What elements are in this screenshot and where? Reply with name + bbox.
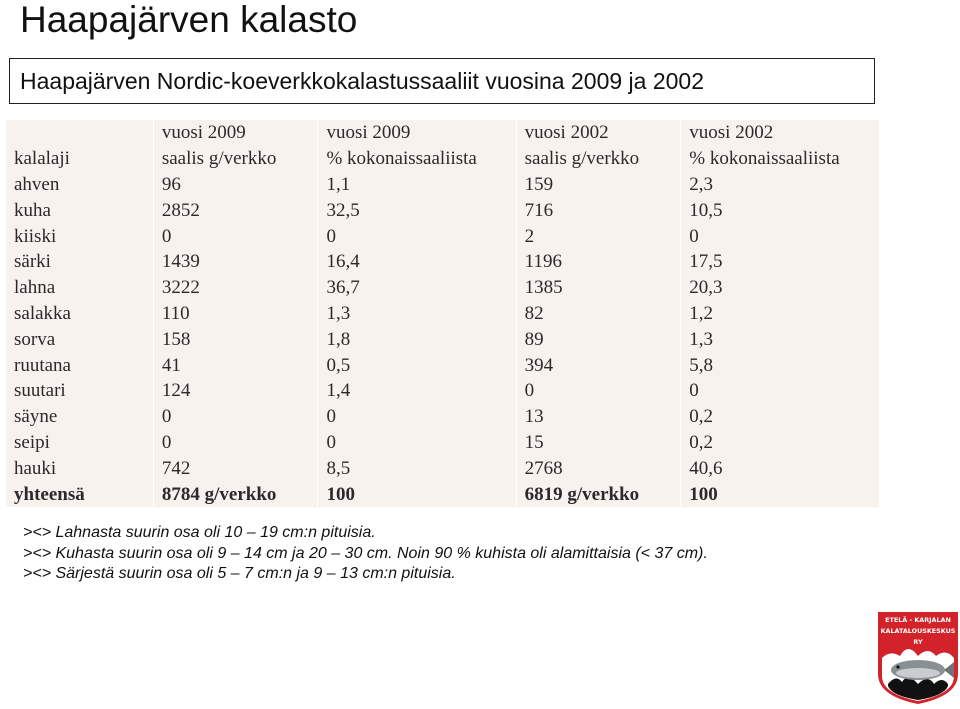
table-header-columns (6, 146, 879, 172)
table-cell: 1196 (516, 249, 681, 275)
table-cell: kuha (6, 197, 153, 223)
table-cell: lahna (6, 275, 153, 301)
table-cell: vuosi 2002 (516, 120, 681, 146)
table-cell: yhteensä (6, 481, 153, 507)
note-line: ><> Särjestä suurin osa oli 5 – 7 cm:n ja 9 – 13 cm:n pituisia. (23, 565, 456, 582)
table-cell: 32,5 (318, 197, 516, 223)
table-cell: sorva (6, 326, 153, 352)
table-cell: 2 (516, 223, 681, 249)
table-row (6, 249, 879, 275)
table-cell: ruutana (6, 352, 153, 378)
table-cell: 716 (516, 197, 681, 223)
table-cell: 13 (516, 404, 681, 430)
table-cell: saalis g/verkko (516, 146, 681, 172)
notes (23, 523, 708, 585)
table-cell (6, 120, 153, 146)
table-cell: 742 (153, 455, 318, 481)
table-cell: 0 (318, 430, 516, 456)
table-cell: 82 (516, 301, 681, 327)
table-cell: salakka (6, 301, 153, 327)
table-cell: 15 (516, 430, 681, 456)
table-cell: 2852 (153, 197, 318, 223)
table-cell: 10,5 (689, 199, 723, 221)
catch-table (6, 120, 879, 507)
table-cell: hauki (6, 455, 153, 481)
table-cell: saalis g/verkko (153, 146, 318, 172)
table-cell: kiiski (6, 223, 153, 249)
table-cell: 8,5 (318, 455, 516, 481)
logo-text: ETELÄ - KARJALAN KALATALOUSKESKUS RY (880, 616, 956, 646)
table-cell: vuosi 2002 (689, 122, 774, 144)
table-cell: 0 (153, 223, 318, 249)
table-cell: seipi (6, 430, 153, 456)
catch-table-scan (6, 120, 879, 507)
table-cell: 20,3 (689, 277, 723, 299)
table-cell: 1,1 (318, 172, 516, 198)
table-cell: 124 (153, 378, 318, 404)
table-cell: 158 (153, 326, 318, 352)
table-cell: 0 (318, 223, 516, 249)
table-cell: 0 (516, 378, 681, 404)
table-cell: 0 (689, 380, 699, 402)
table-cell: 36,7 (318, 275, 516, 301)
page-title: Haapajärven kalasto (20, 0, 358, 40)
table-row (6, 326, 879, 352)
organization-logo (878, 612, 958, 704)
table-row (6, 378, 879, 404)
table-cell: 0,2 (689, 406, 714, 428)
table-row (6, 352, 879, 378)
table-cell: särki (6, 249, 153, 275)
table-cell: 89 (516, 326, 681, 352)
table-row (6, 455, 879, 481)
table-cell: 100 (318, 481, 516, 507)
table-cell: 17,5 (689, 251, 723, 273)
table-cell: 1,3 (318, 301, 516, 327)
table-cell: 0 (318, 404, 516, 430)
table-row (6, 301, 879, 327)
table-header-years (6, 120, 879, 146)
table-cell: 16,4 (318, 249, 516, 275)
table-cell: 1,4 (318, 378, 516, 404)
table-cell: 3222 (153, 275, 318, 301)
table-cell: 1,2 (689, 302, 714, 324)
table-cell: 2768 (516, 455, 681, 481)
table-cell: 110 (153, 301, 318, 327)
table-cell: 40,6 (689, 457, 723, 479)
table-cell: 159 (516, 172, 681, 198)
table-cell: 0 (689, 225, 699, 247)
table-cell: 1439 (153, 249, 318, 275)
table-row (6, 223, 879, 249)
table-cell: kalalaji (6, 146, 153, 172)
table-row (6, 275, 879, 301)
table-row (6, 172, 879, 198)
table-cell: 5,8 (689, 354, 714, 376)
table-cell: säyne (6, 404, 153, 430)
table-cell: 0 (153, 430, 318, 456)
table-cell: 0,2 (689, 431, 714, 453)
table-cell: % kokonaissaaliista (318, 146, 516, 172)
note-line: ><> Kuhasta suurin osa oli 9 – 14 cm ja 20 – 30 cm. Noin 90 % kuhista oli alamittaisia (< 37 cm). (23, 544, 708, 562)
table-cell: 6819 g/verkko (516, 481, 681, 507)
table-total-row (6, 481, 879, 507)
note-line: ><> Lahnasta suurin osa oli 10 – 19 cm:n pituisia. (23, 524, 376, 541)
table-cell: 2,3 (689, 173, 714, 195)
subtitle-box (9, 58, 875, 104)
table-row (6, 430, 879, 456)
table-cell: vuosi 2009 (153, 120, 318, 146)
table-cell: suutari (6, 378, 153, 404)
table-cell: vuosi 2009 (318, 120, 516, 146)
subtitle: Haapajärven Nordic-koeverkkokalastussaaliit vuosina 2009 ja 2002 (20, 68, 705, 94)
table-cell: 96 (153, 172, 318, 198)
table-cell: 1385 (516, 275, 681, 301)
table-cell: 100 (689, 483, 718, 505)
table-cell: % kokonaissaaliista (689, 148, 840, 170)
table-row (6, 404, 879, 430)
table-cell: 1,3 (689, 328, 714, 350)
table-cell: 0 (153, 404, 318, 430)
table-cell: 41 (153, 352, 318, 378)
table-cell: 1,8 (318, 326, 516, 352)
table-cell: 394 (516, 352, 681, 378)
table-cell: 0,5 (318, 352, 516, 378)
table-row (6, 197, 879, 223)
table-cell: 8784 g/verkko (153, 481, 318, 507)
table-cell: ahven (6, 172, 153, 198)
